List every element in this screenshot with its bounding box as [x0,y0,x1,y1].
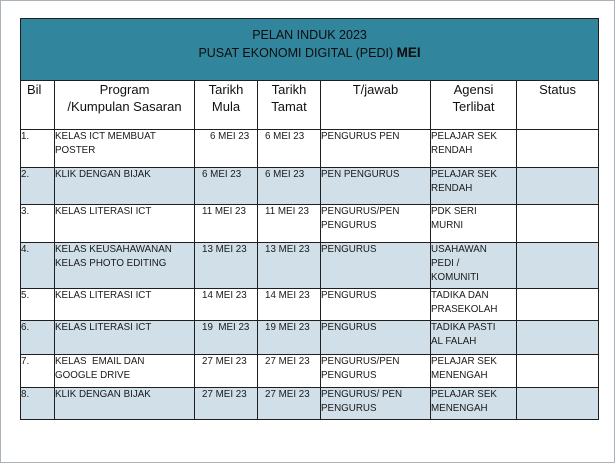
plan-subtitle [21,44,598,62]
cell-responsible: PENGURUS [321,243,431,289]
cell-program: KELAS LITERASI ICT [55,321,195,355]
header-bil: Bil [21,81,55,130]
cell-start-date: 11 MEI 23 [195,205,258,243]
cell-start-date: 14 MEI 23 [195,289,258,321]
cell-agency: PELAJAR SEK RENDAH [431,130,517,168]
cell-agency: PELAJAR SEK RENDAH [431,168,517,205]
cell-end-date: 19 MEI 23 [258,321,321,355]
cell-end-date: 27 MEI 23 [258,355,321,388]
cell-program: KELAS EMAIL DAN GOOGLE DRIVE [55,355,195,388]
plan-title: PELAN INDUK 2023 [252,28,367,42]
cell-bil: 2. [21,168,55,205]
table-row [21,321,599,355]
cell-responsible: PENGURUS [321,321,431,355]
cell-start-date: 19 MEI 23 [195,321,258,355]
master-plan-table [20,18,599,420]
cell-bil: 5. [21,289,55,321]
cell-status [517,168,599,205]
header-agency: Agensi Terlibat [431,81,517,130]
cell-bil: 3. [21,205,55,243]
cell-bil: 8. [21,388,55,420]
cell-status [517,243,599,289]
cell-status [517,205,599,243]
header-start-date: Tarikh Mula [195,81,258,130]
header-status: Status [517,81,599,130]
table-row [21,130,599,168]
cell-program: KLIK DENGAN BIJAK [55,388,195,420]
header-program: Program /Kumpulan Sasaran [55,81,195,130]
cell-end-date: 27 MEI 23 [258,388,321,420]
cell-program: KELAS LITERASI ICT [55,289,195,321]
cell-start-date: 27 MEI 23 [195,388,258,420]
cell-program: KLIK DENGAN BIJAK [55,168,195,205]
cell-bil: 7. [21,355,55,388]
cell-start-date: 13 MEI 23 [195,243,258,289]
cell-responsible: PEN PENGURUS [321,168,431,205]
cell-start-date: 6 MEI 23 [195,168,258,205]
cell-bil: 6. [21,321,55,355]
plan-month: MEI [396,45,421,60]
cell-responsible: PENGURUS/PEN PENGURUS [321,205,431,243]
cell-responsible: PENGURUS/PEN PENGURUS [321,355,431,388]
cell-status [517,321,599,355]
cell-start-date: 6 MEI 23 [195,130,258,168]
table-row [21,168,599,205]
cell-responsible: PENGURUS PEN [321,130,431,168]
cell-program: KELAS KEUSAHAWANAN KELAS PHOTO EDITING [55,243,195,289]
cell-status [517,388,599,420]
cell-start-date: 27 MEI 23 [195,355,258,388]
table-row [21,289,599,321]
cell-status [517,355,599,388]
table-row [21,388,599,420]
cell-program: KELAS ICT MEMBUAT POSTER [55,130,195,168]
cell-program: KELAS LITERASI ICT [55,205,195,243]
cell-agency: PELAJAR SEK MENENGAH [431,355,517,388]
cell-responsible: PENGURUS [321,289,431,321]
plan-subtitle-prefix: PUSAT EKONOMI DIGITAL (PEDI) [198,46,397,60]
cell-agency: TADIKA DAN PRASEKOLAH [431,289,517,321]
table-title-band [21,19,599,81]
cell-agency: TADIKA PASTI AL FALAH [431,321,517,355]
header-end-date: Tarikh Tamat [258,81,321,130]
cell-status [517,289,599,321]
table-row [21,355,599,388]
table-row [21,243,599,289]
cell-agency: PDK SERI MURNI [431,205,517,243]
cell-end-date: 13 MEI 23 [258,243,321,289]
cell-bil: 4. [21,243,55,289]
header-row [21,81,599,130]
cell-agency: USAHAWAN PEDI / KOMUNITI [431,243,517,289]
cell-end-date: 6 MEI 23 [258,130,321,168]
cell-end-date: 14 MEI 23 [258,289,321,321]
cell-bil: 1. [21,130,55,168]
header-responsible: T/jawab [321,81,431,130]
cell-responsible: PENGURUS/ PEN PENGURUS [321,388,431,420]
table-row [21,205,599,243]
cell-agency: PELAJAR SEK MENENGAH [431,388,517,420]
cell-status [517,130,599,168]
cell-end-date: 11 MEI 23 [258,205,321,243]
cell-end-date: 6 MEI 23 [258,168,321,205]
